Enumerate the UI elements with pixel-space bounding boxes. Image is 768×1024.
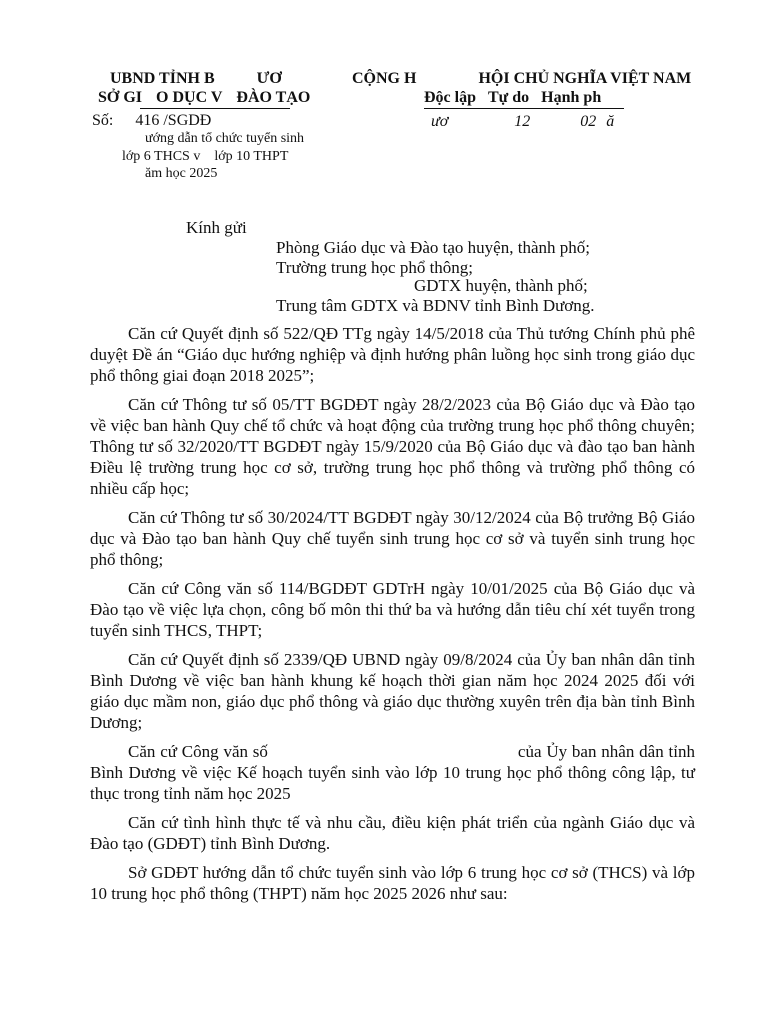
recipient-label: Kính gửi: [186, 218, 247, 237]
agency-line-2: SỞ GI O DỤC V ĐÀO TẠO: [98, 89, 311, 106]
subject-line-1: ướng dẫn tổ chức tuyển sinh: [145, 131, 305, 146]
subject-line-2: lớp 6 THCS v lớp 10 THPT: [122, 149, 289, 164]
document-number: Số: 416 /SGDĐ: [92, 112, 212, 129]
legal-basis-paragraph: Căn cứ Quyết định số 2339/QĐ UBND ngày 09/8/2024 của Ủy ban nhân dân tỉnh Bình Dương về việc ban hành khung kế hoạch thời gian năm học 2024 2025 đối với giáo dục mầm non, giáo dục phổ thông và giáo dục thường xuyên trên địa bàn tỉnh Bình Dương;: [90, 650, 695, 732]
recipient-item: GDTX huyện, thành phố;: [414, 276, 588, 295]
motto-underline: [424, 108, 624, 109]
national-motto: Độc lập Tự do Hạnh ph: [424, 89, 602, 106]
subject-line-3: ăm học 2025: [145, 166, 218, 181]
agency-line-1: UBND TỈNH B ƯƠ: [110, 70, 282, 87]
legal-basis-paragraph: Căn cứ Quyết định số 522/QĐ TTg ngày 14/5/2018 của Thủ tướng Chính phủ phê duyệt Đề án “Giáo dục hướng nghiệp và định hướng phân luồng học sinh trong giáo dục phổ thông giai đoạn 2018 2025”;: [90, 324, 695, 385]
legal-basis-paragraph: Căn cứ Thông tư số 30/2024/TT BGDĐT ngày 30/12/2024 của Bộ trưởng Bộ Giáo dục và Đào tạo ban hành Quy chế tuyển sinh trung học cơ sở và tuyển sinh trung học phổ thông;: [90, 508, 695, 569]
document-body: [90, 323, 695, 912]
legal-basis-paragraph: Căn cứ Công văn số của Ủy ban nhân dân tỉnh Bình Dương về việc Kế hoạch tuyển sinh vào lớp 10 trung học phổ thông công lập, tư thục trong tỉnh năm học 2025: [90, 742, 695, 803]
legal-basis-paragraph: Căn cứ Thông tư số 05/TT BGDĐT ngày 28/2/2023 của Bộ Giáo dục và Đào tạo về việc ban hành Quy chế tổ chức và hoạt động của trường trung học phổ thông chuyên; Thông tư số 32/2020/TT BGDĐT ngày 15/9/2020 của Bộ Giáo dục và đào tạo ban hành Điều lệ trường trung học cơ sở, trường trung học phổ thông và trường phổ thông có nhiều cấp học;: [90, 395, 695, 498]
context-paragraph: Căn cứ tình hình thực tế và nhu cầu, điều kiện phát triển của ngành Giáo dục và Đào tạo (GDĐT) tỉnh Bình Dương.: [90, 813, 695, 853]
recipient-item: Trung tâm GDTX và BDNV tỉnh Bình Dương.: [276, 296, 595, 315]
legal-basis-paragraph: Căn cứ Công văn số 114/BGDĐT GDTrH ngày 10/01/2025 của Bộ Giáo dục và Đào tạo về việc lựa chọn, công bố môn thi thứ ba và hướng dẫn tiêu chí xét tuyển trong tuyển sinh THCS, THPT;: [90, 579, 695, 640]
date-line: ươ 12 02 ă: [431, 113, 615, 130]
recipient-item: Trường trung học phổ thông;: [276, 258, 474, 277]
national-title: CỘNG H HỘI CHỦ NGHĨA VIỆT NAM: [352, 70, 692, 87]
intro-paragraph: Sở GDĐT hướng dẫn tổ chức tuyển sinh vào lớp 6 trung học cơ sở (THCS) và lớp 10 trung học phổ thông (THPT) năm học 2025 2026 như sau:: [90, 863, 695, 903]
agency-underline: [140, 108, 290, 109]
recipient-item: Phòng Giáo dục và Đào tạo huyện, thành phố;: [276, 238, 590, 257]
